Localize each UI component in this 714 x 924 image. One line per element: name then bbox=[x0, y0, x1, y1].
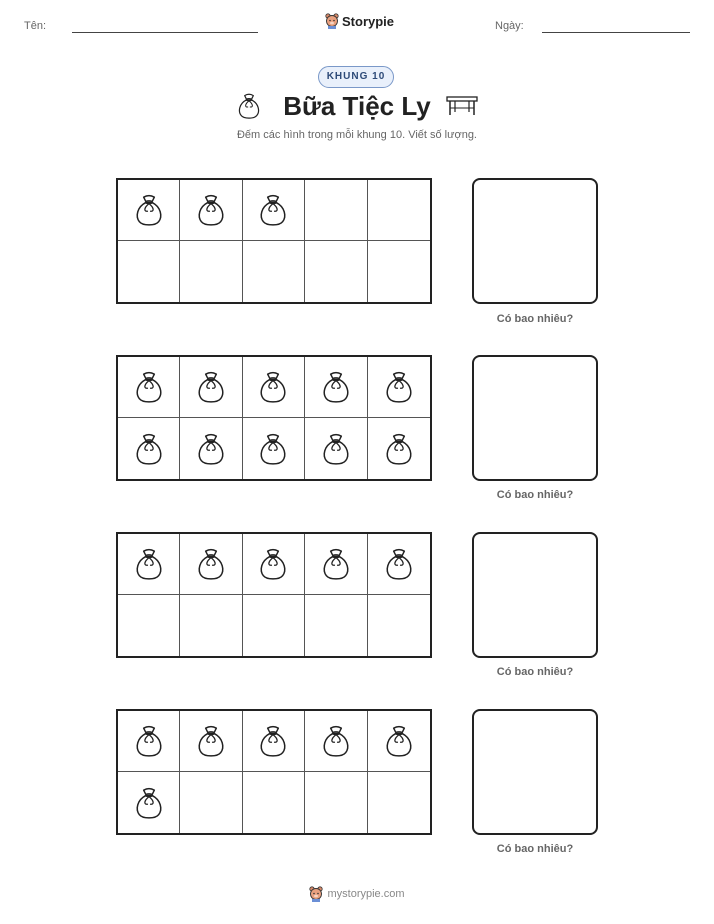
frame-cell bbox=[118, 711, 180, 772]
money-bag-icon bbox=[383, 723, 415, 759]
date-label: Ngày: bbox=[495, 20, 524, 32]
frame-cell bbox=[305, 534, 367, 595]
frame-cell bbox=[118, 241, 180, 302]
brand-name: Storypie bbox=[342, 13, 395, 29]
money-bag-icon bbox=[133, 192, 165, 228]
frame-cell bbox=[180, 534, 242, 595]
bench-icon bbox=[446, 94, 478, 116]
frame-cell bbox=[243, 711, 305, 772]
frame-cell bbox=[118, 357, 180, 418]
money-bag-icon bbox=[133, 546, 165, 582]
footer-url: mystorypie.com bbox=[327, 888, 405, 900]
frame-cell bbox=[118, 180, 180, 241]
frame-cell bbox=[305, 595, 367, 656]
frame-cell bbox=[118, 595, 180, 656]
frame-cell bbox=[180, 711, 242, 772]
money-bag-icon bbox=[257, 431, 289, 467]
ten-frame-1 bbox=[116, 178, 432, 304]
frame-cell bbox=[243, 595, 305, 656]
frame-cell bbox=[243, 772, 305, 833]
money-bag-icon bbox=[133, 369, 165, 405]
frame-cell bbox=[305, 711, 367, 772]
frame-cell bbox=[305, 772, 367, 833]
frame-cell bbox=[180, 418, 242, 479]
ten-frame-4 bbox=[116, 709, 432, 835]
frame-cell bbox=[180, 595, 242, 656]
money-bag-icon bbox=[133, 785, 165, 821]
money-bag-icon bbox=[195, 546, 227, 582]
money-bag-icon bbox=[195, 192, 227, 228]
frame-cell bbox=[368, 772, 430, 833]
frame-cell bbox=[368, 711, 430, 772]
frame-cell bbox=[180, 180, 242, 241]
ten-frame-3 bbox=[116, 532, 432, 658]
frame-cell bbox=[243, 241, 305, 302]
answer-box-3[interactable] bbox=[472, 532, 598, 658]
frame-cell bbox=[243, 357, 305, 418]
frame-cell bbox=[243, 534, 305, 595]
money-bag-icon bbox=[133, 723, 165, 759]
money-bag-icon bbox=[257, 723, 289, 759]
money-bag-icon bbox=[257, 192, 289, 228]
money-bag-icon bbox=[195, 431, 227, 467]
frame-cell bbox=[368, 180, 430, 241]
money-bag-icon bbox=[195, 723, 227, 759]
frame-cell bbox=[368, 357, 430, 418]
money-bag-icon bbox=[383, 431, 415, 467]
money-bag-icon bbox=[257, 546, 289, 582]
money-bag-icon bbox=[257, 369, 289, 405]
money-bag-icon bbox=[133, 431, 165, 467]
count-prompt-1: Có bao nhiêu? bbox=[496, 313, 574, 325]
frame-cell bbox=[368, 241, 430, 302]
frame-cell bbox=[305, 241, 367, 302]
frame-cell bbox=[368, 595, 430, 656]
bear-mascot-icon bbox=[325, 13, 339, 29]
count-prompt-4: Có bao nhiêu? bbox=[496, 843, 574, 855]
name-line[interactable] bbox=[72, 32, 258, 33]
ten-frame-2 bbox=[116, 355, 432, 481]
footer bbox=[0, 886, 714, 902]
frame-cell bbox=[243, 418, 305, 479]
money-bag-icon bbox=[383, 546, 415, 582]
frame-cell bbox=[180, 241, 242, 302]
frame-cell bbox=[305, 180, 367, 241]
count-prompt-3: Có bao nhiêu? bbox=[496, 666, 574, 678]
frame-cell bbox=[305, 357, 367, 418]
money-bag-icon bbox=[320, 546, 352, 582]
frame-cell bbox=[368, 418, 430, 479]
count-prompt-2: Có bao nhiêu? bbox=[496, 489, 574, 501]
money-bag-icon bbox=[383, 369, 415, 405]
money-bag-icon bbox=[195, 369, 227, 405]
money-bag-icon bbox=[320, 369, 352, 405]
date-line[interactable] bbox=[542, 32, 690, 33]
money-bag-icon bbox=[320, 431, 352, 467]
frame-cell bbox=[118, 772, 180, 833]
answer-box-2[interactable] bbox=[472, 355, 598, 481]
frame-cell bbox=[118, 534, 180, 595]
money-bag-icon bbox=[320, 723, 352, 759]
frame-cell bbox=[243, 180, 305, 241]
frame-cell bbox=[180, 772, 242, 833]
answer-box-4[interactable] bbox=[472, 709, 598, 835]
frame-cell bbox=[118, 418, 180, 479]
name-label: Tên: bbox=[24, 20, 47, 32]
worksheet-badge: KHUNG 10 bbox=[318, 66, 394, 88]
frame-cell bbox=[305, 418, 367, 479]
instructions: Đếm các hình trong mỗi khung 10. Viết số lượng. bbox=[236, 129, 477, 141]
frame-cell bbox=[180, 357, 242, 418]
page-title: Bữa Tiệc Ly bbox=[283, 91, 431, 121]
bear-mascot-icon bbox=[309, 886, 323, 902]
frame-cell bbox=[368, 534, 430, 595]
answer-box-1[interactable] bbox=[472, 178, 598, 304]
storypie-logo bbox=[325, 13, 394, 29]
